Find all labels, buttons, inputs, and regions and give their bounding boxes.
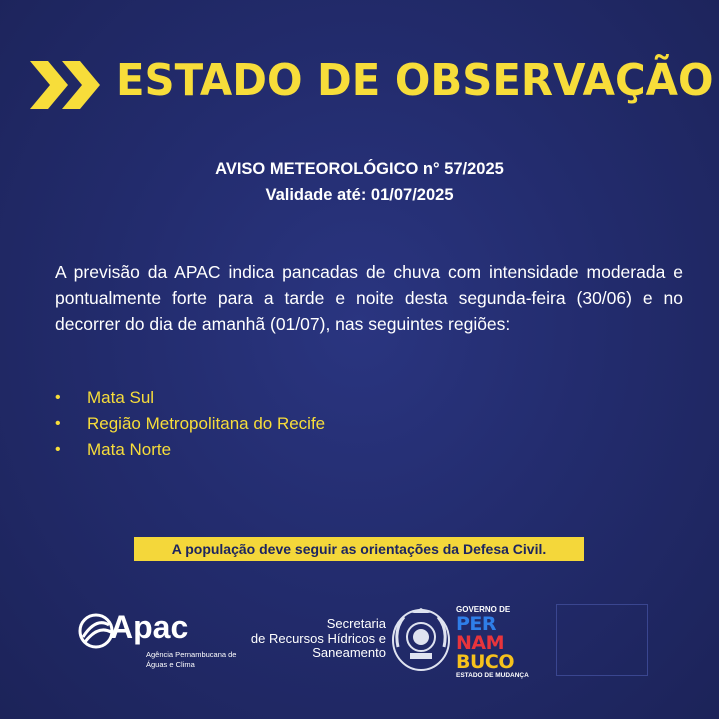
warning-number: AVISO METEOROLÓGICO n° 57/2025 bbox=[215, 160, 504, 178]
gov-line: BUCO bbox=[456, 651, 515, 673]
list-item bbox=[55, 411, 325, 437]
gov-top-label: GOVERNO DE bbox=[456, 605, 511, 614]
double-chevron-right-icon bbox=[30, 61, 106, 109]
list-item bbox=[55, 385, 325, 411]
secretaria-label bbox=[244, 617, 386, 661]
gov-slogan: ESTADO DE MUDANÇA bbox=[456, 672, 529, 679]
region-name: Região Metropolitana do Recife bbox=[87, 414, 326, 433]
apac-globe-icon bbox=[78, 613, 114, 649]
page-title: ESTADO DE OBSERVAÇÃO bbox=[116, 55, 714, 106]
forecast-text: A previsão da APAC indica pancadas de chuva com intensidade moderada e pontualmente forte para a tarde e noite desta segunda-feira (30/06) e no decorrer do dia de amanhã (01/07), nas seguintes regiões: bbox=[55, 262, 683, 334]
region-name: Mata Norte bbox=[87, 440, 172, 459]
footer-logos bbox=[0, 600, 719, 690]
secretaria-line: Secretaria bbox=[326, 616, 386, 631]
pernambuco-government-logo bbox=[456, 605, 548, 677]
validity-date: Validade até: 01/07/2025 bbox=[265, 186, 454, 204]
list-item bbox=[55, 437, 325, 463]
region-name: Mata Sul bbox=[87, 388, 155, 407]
bullet-icon: • bbox=[55, 389, 61, 406]
civil-defense-notice: A população deve seguir as orientações da Defesa Civil. bbox=[134, 537, 584, 561]
gov-line: NAM bbox=[456, 632, 505, 654]
secretaria-line: de Recursos Hídricos e bbox=[250, 630, 386, 646]
title-row bbox=[30, 55, 714, 115]
bullet-icon: • bbox=[55, 415, 61, 432]
apac-subtitle: Agência Pernambucana de Águas e Clima bbox=[146, 650, 237, 669]
empty-frame bbox=[556, 604, 648, 676]
secretaria-line: Saneamento bbox=[312, 645, 386, 660]
apac-name: Apac bbox=[110, 609, 189, 645]
apac-logo bbox=[78, 609, 268, 678]
state-coat-of-arms-icon bbox=[390, 607, 452, 673]
bullet-icon: • bbox=[55, 441, 61, 458]
gov-line: PER bbox=[456, 613, 497, 635]
regions-list bbox=[55, 385, 325, 463]
